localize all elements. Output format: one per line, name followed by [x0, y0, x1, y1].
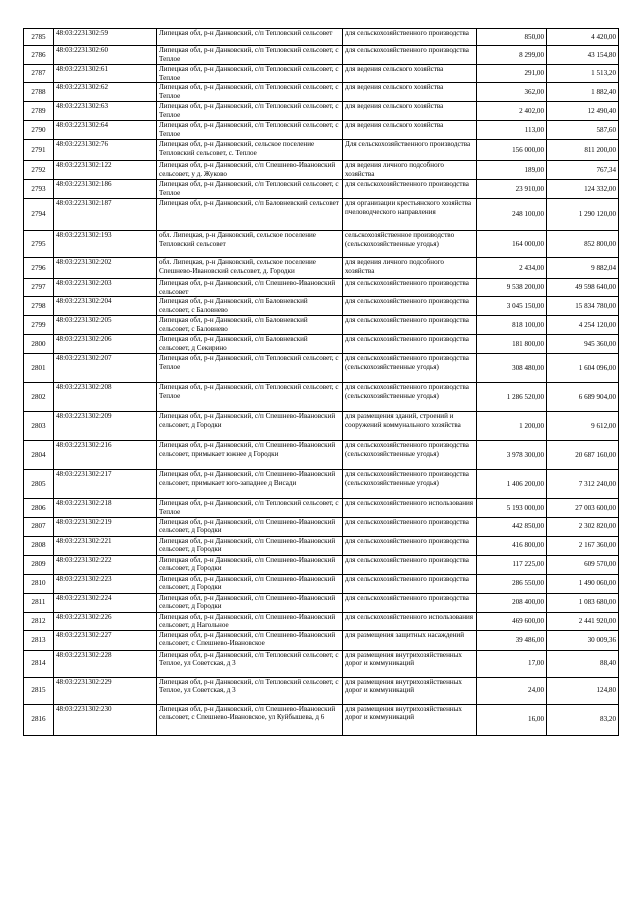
row-number-cell: 2813 [24, 630, 54, 650]
cadastral-number-cell: 48:03:2231302:60 [54, 46, 157, 65]
row-number-cell: 2786 [24, 46, 54, 65]
permitted-use-cell: для сельскохозяйственного производства [343, 180, 477, 199]
address-cell: Липецкая обл, р-н Данковский, с/п Тепловский сельсовет, с Теплое, ул Советская, д 3 [157, 650, 343, 677]
area-cell: 1 286 520,00 [477, 383, 547, 412]
cadastral-value-cell: 83,20 [547, 704, 619, 735]
area-cell: 3 978 300,00 [477, 441, 547, 470]
address-cell: Липецкая обл, р-н Данковский, с/п Спешнево-Ивановский сельсовет, д Городки [157, 412, 343, 441]
area-cell: 442 850,00 [477, 517, 547, 536]
cadastral-value-cell: 20 687 160,00 [547, 441, 619, 470]
address-cell: Липецкая обл, р-н Данковский, с/п Баловневский сельсовет, д Секирино [157, 335, 343, 354]
table-row [24, 383, 619, 412]
cadastral-value-cell: 1 083 680,00 [547, 593, 619, 612]
cadastral-value-cell: 88,40 [547, 650, 619, 677]
permitted-use-cell: для размещения внутрихозяйственных дорог и коммуникаций [343, 704, 477, 735]
cadastral-number-cell: 48:03:2231302:186 [54, 180, 157, 199]
cadastral-number-cell: 48:03:2231302:222 [54, 555, 157, 574]
cadastral-number-cell: 48:03:2231302:61 [54, 65, 157, 83]
cadastral-value-cell: 1 290 120,00 [547, 199, 619, 231]
cadastral-number-cell: 48:03:2231302:76 [54, 140, 157, 161]
address-cell: Липецкая обл, р-н Данковский, с/п Спешнево-Ивановский сельсовет, д Городки [157, 536, 343, 555]
area-cell: 208 400,00 [477, 593, 547, 612]
permitted-use-cell: для организации крестьянского хозяйства пчеловодческого направления [343, 199, 477, 231]
table-row [24, 161, 619, 180]
cadastral-value-cell: 1 490 060,00 [547, 574, 619, 593]
cadastral-number-cell: 48:03:2231302:216 [54, 441, 157, 470]
permitted-use-cell: для размещения внутрихозяйственных дорог и коммуникаций [343, 650, 477, 677]
row-number-cell: 2790 [24, 121, 54, 140]
permitted-use-cell: для сельскохозяйственного производства (сельскохозяйственные угодья) [343, 441, 477, 470]
row-number-cell: 2787 [24, 65, 54, 83]
cadastral-value-cell: 30 009,36 [547, 630, 619, 650]
area-cell: 248 100,00 [477, 199, 547, 231]
cadastral-value-cell: 49 598 640,00 [547, 279, 619, 297]
address-cell: Липецкая обл, р-н Данковский, с/п Спешнево-Ивановский сельсовет, примыкает южнее д Городки [157, 441, 343, 470]
cadastral-value-cell: 6 689 904,00 [547, 383, 619, 412]
cadastral-number-cell: 48:03:2231302:64 [54, 121, 157, 140]
land-plots-table [23, 28, 619, 736]
row-number-cell: 2801 [24, 354, 54, 383]
cadastral-value-cell: 27 003 600,00 [547, 499, 619, 517]
cadastral-number-cell: 48:03:2231302:202 [54, 258, 157, 279]
area-cell: 113,00 [477, 121, 547, 140]
row-number-cell: 2800 [24, 335, 54, 354]
cadastral-value-cell: 2 302 820,00 [547, 517, 619, 536]
permitted-use-cell: для сельскохозяйственного производства [343, 593, 477, 612]
cadastral-number-cell: 48:03:2231302:221 [54, 536, 157, 555]
permitted-use-cell: для сельскохозяйственного производства [343, 46, 477, 65]
cadastral-number-cell: 48:03:2231302:218 [54, 499, 157, 517]
permitted-use-cell: для сельскохозяйственного производства [343, 517, 477, 536]
cadastral-number-cell: 48:03:2231302:226 [54, 612, 157, 630]
table-row [24, 555, 619, 574]
area-cell: 850,00 [477, 29, 547, 46]
cadastral-value-cell: 852 800,00 [547, 231, 619, 258]
permitted-use-cell: для ведения сельского хозяйства [343, 121, 477, 140]
table-row [24, 441, 619, 470]
permitted-use-cell: для ведения сельского хозяйства [343, 65, 477, 83]
area-cell: 164 000,00 [477, 231, 547, 258]
registry-sheet [23, 28, 618, 736]
permitted-use-cell: для сельскохозяйственного производства [343, 316, 477, 335]
cadastral-number-cell: 48:03:2231302:208 [54, 383, 157, 412]
cadastral-number-cell: 48:03:2231302:62 [54, 83, 157, 102]
permitted-use-cell: для ведения личного подсобного хозяйства [343, 161, 477, 180]
table-row [24, 630, 619, 650]
permitted-use-cell: для сельскохозяйственного производства [343, 574, 477, 593]
permitted-use-cell: для сельскохозяйственного использования [343, 612, 477, 630]
area-cell: 2 434,00 [477, 258, 547, 279]
area-cell: 189,00 [477, 161, 547, 180]
permitted-use-cell: для ведения сельского хозяйства [343, 102, 477, 121]
address-cell: Липецкая обл, р-н Данковский, с/п Тепловский сельсовет, с Теплое [157, 102, 343, 121]
table-row [24, 83, 619, 102]
area-cell: 286 550,00 [477, 574, 547, 593]
table-row [24, 46, 619, 65]
row-number-cell: 2799 [24, 316, 54, 335]
table-row [24, 29, 619, 46]
table-row [24, 297, 619, 316]
permitted-use-cell: для ведения личного подсобного хозяйства [343, 258, 477, 279]
row-number-cell: 2795 [24, 231, 54, 258]
row-number-cell: 2792 [24, 161, 54, 180]
address-cell: обл. Липецкая, р-н Данковский, сельское поселение Тепловский сельсовет [157, 231, 343, 258]
row-number-cell: 2816 [24, 704, 54, 735]
cadastral-number-cell: 48:03:2231302:63 [54, 102, 157, 121]
area-cell: 362,00 [477, 83, 547, 102]
address-cell: Липецкая обл, р-н Данковский, с/п Спешнево-Ивановский сельсовет, д Городки [157, 555, 343, 574]
area-cell: 8 299,00 [477, 46, 547, 65]
table-row [24, 231, 619, 258]
address-cell: Липецкая обл, р-н Данковский, с/п Тепловский сельсовет, с Теплое [157, 65, 343, 83]
row-number-cell: 2794 [24, 199, 54, 231]
table-row [24, 470, 619, 499]
address-cell: Липецкая обл, р-н Данковский, с/п Баловневский сельсовет, с Баловнево [157, 316, 343, 335]
table-row [24, 316, 619, 335]
table-row [24, 335, 619, 354]
area-cell: 39 486,00 [477, 630, 547, 650]
cadastral-number-cell: 48:03:2231302:228 [54, 650, 157, 677]
cadastral-number-cell: 48:03:2231302:193 [54, 231, 157, 258]
permitted-use-cell: для сельскохозяйственного производства [343, 279, 477, 297]
cadastral-number-cell: 48:03:2231302:224 [54, 593, 157, 612]
cadastral-number-cell: 48:03:2231302:230 [54, 704, 157, 735]
cadastral-value-cell: 945 360,00 [547, 335, 619, 354]
cadastral-value-cell: 12 490,40 [547, 102, 619, 121]
table-row [24, 258, 619, 279]
permitted-use-cell: для сельскохозяйственного использования [343, 499, 477, 517]
cadastral-value-cell: 2 441 920,00 [547, 612, 619, 630]
table-row [24, 354, 619, 383]
row-number-cell: 2796 [24, 258, 54, 279]
address-cell: Липецкая обл, р-н Данковский, с/п Спешнево-Ивановский сельсовет [157, 279, 343, 297]
table-row [24, 412, 619, 441]
table-row [24, 517, 619, 536]
area-cell: 17,00 [477, 650, 547, 677]
cadastral-value-cell: 811 200,00 [547, 140, 619, 161]
cadastral-value-cell: 587,60 [547, 121, 619, 140]
table-body [24, 29, 619, 736]
cadastral-number-cell: 48:03:2231302:122 [54, 161, 157, 180]
row-number-cell: 2798 [24, 297, 54, 316]
table-row [24, 180, 619, 199]
cadastral-number-cell: 48:03:2231302:229 [54, 677, 157, 704]
permitted-use-cell: для сельскохозяйственного производства (сельскохозяйственные угодья) [343, 354, 477, 383]
address-cell: Липецкая обл, р-н Данковский, с/п Спешнево-Ивановский сельсовет, д Нагольное [157, 612, 343, 630]
row-number-cell: 2806 [24, 499, 54, 517]
cadastral-number-cell: 48:03:2231302:187 [54, 199, 157, 231]
cadastral-value-cell: 1 604 096,00 [547, 354, 619, 383]
table-row [24, 199, 619, 231]
permitted-use-cell: для сельскохозяйственного производства [343, 555, 477, 574]
address-cell: Липецкая обл, р-н Данковский, сельское поселение Тепловский сельсовет, с. Теплое [157, 140, 343, 161]
row-number-cell: 2811 [24, 593, 54, 612]
cadastral-number-cell: 48:03:2231302:204 [54, 297, 157, 316]
address-cell: обл. Липецкая, р-н Данковский, сельское поселение Спешнево-Ивановский сельсовет, д. Городки [157, 258, 343, 279]
row-number-cell: 2789 [24, 102, 54, 121]
row-number-cell: 2802 [24, 383, 54, 412]
cadastral-number-cell: 48:03:2231302:227 [54, 630, 157, 650]
cadastral-value-cell: 9 882,04 [547, 258, 619, 279]
permitted-use-cell: для сельскохозяйственного производства (сельскохозяйственные угодья) [343, 383, 477, 412]
address-cell: Липецкая обл, р-н Данковский, с/п Тепловский сельсовет, с Теплое [157, 499, 343, 517]
row-number-cell: 2803 [24, 412, 54, 441]
row-number-cell: 2812 [24, 612, 54, 630]
area-cell: 1 200,00 [477, 412, 547, 441]
table-row [24, 499, 619, 517]
table-row [24, 704, 619, 735]
table-row [24, 121, 619, 140]
permitted-use-cell: сельскохозяйственное производство (сельскохозяйственные угодья) [343, 231, 477, 258]
row-number-cell: 2804 [24, 441, 54, 470]
address-cell: Липецкая обл, р-н Данковский, с/п Баловневский сельсовет, с Баловнево [157, 297, 343, 316]
address-cell: Липецкая обл, р-н Данковский, с/п Баловневский сельсовет [157, 199, 343, 231]
permitted-use-cell: для сельскохозяйственного производства [343, 335, 477, 354]
table-row [24, 279, 619, 297]
row-number-cell: 2809 [24, 555, 54, 574]
area-cell: 818 100,00 [477, 316, 547, 335]
row-number-cell: 2791 [24, 140, 54, 161]
address-cell: Липецкая обл, р-н Данковский, с/п Тепловский сельсовет, с Теплое [157, 83, 343, 102]
area-cell: 181 800,00 [477, 335, 547, 354]
area-cell: 416 800,00 [477, 536, 547, 555]
cadastral-value-cell: 43 154,80 [547, 46, 619, 65]
cadastral-value-cell: 4 254 120,00 [547, 316, 619, 335]
table-row [24, 140, 619, 161]
cadastral-value-cell: 767,34 [547, 161, 619, 180]
cadastral-value-cell: 4 420,00 [547, 29, 619, 46]
row-number-cell: 2788 [24, 83, 54, 102]
address-cell: Липецкая обл, р-н Данковский, с/п Тепловский сельсовет, с Теплое, ул Советская, д 3 [157, 677, 343, 704]
area-cell: 16,00 [477, 704, 547, 735]
cadastral-number-cell: 48:03:2231302:205 [54, 316, 157, 335]
permitted-use-cell: для сельскохозяйственного производства [343, 297, 477, 316]
cadastral-value-cell: 124 332,00 [547, 180, 619, 199]
row-number-cell: 2785 [24, 29, 54, 46]
table-row [24, 650, 619, 677]
area-cell: 308 480,00 [477, 354, 547, 383]
table-row [24, 65, 619, 83]
row-number-cell: 2814 [24, 650, 54, 677]
cadastral-number-cell: 48:03:2231302:203 [54, 279, 157, 297]
cadastral-number-cell: 48:03:2231302:59 [54, 29, 157, 46]
cadastral-value-cell: 124,80 [547, 677, 619, 704]
cadastral-number-cell: 48:03:2231302:217 [54, 470, 157, 499]
table-row [24, 593, 619, 612]
permitted-use-cell: для сельскохозяйственного производства [343, 29, 477, 46]
cadastral-value-cell: 7 312 240,00 [547, 470, 619, 499]
cadastral-number-cell: 48:03:2231302:209 [54, 412, 157, 441]
cadastral-value-cell: 9 612,00 [547, 412, 619, 441]
row-number-cell: 2807 [24, 517, 54, 536]
address-cell: Липецкая обл, р-н Данковский, с/п Спешнево-Ивановский сельсовет, примыкает юго-западнее д Висади [157, 470, 343, 499]
row-number-cell: 2810 [24, 574, 54, 593]
area-cell: 469 600,00 [477, 612, 547, 630]
cadastral-value-cell: 15 834 780,00 [547, 297, 619, 316]
table-row [24, 677, 619, 704]
area-cell: 2 402,00 [477, 102, 547, 121]
area-cell: 156 000,00 [477, 140, 547, 161]
address-cell: Липецкая обл, р-н Данковский, с/п Спешнево-Ивановский сельсовет, у д. Жуково [157, 161, 343, 180]
area-cell: 1 406 200,00 [477, 470, 547, 499]
row-number-cell: 2797 [24, 279, 54, 297]
cadastral-value-cell: 2 167 360,00 [547, 536, 619, 555]
address-cell: Липецкая обл, р-н Данковский, с/п Тепловский сельсовет, с Теплое [157, 354, 343, 383]
cadastral-value-cell: 1 882,40 [547, 83, 619, 102]
address-cell: Липецкая обл, р-н Данковский, с/п Спешнево-Ивановский сельсовет, д Городки [157, 574, 343, 593]
area-cell: 117 225,00 [477, 555, 547, 574]
permitted-use-cell: для размещения зданий, строений и сооружений коммунального хозяйства [343, 412, 477, 441]
cadastral-value-cell: 1 513,20 [547, 65, 619, 83]
cadastral-value-cell: 609 570,00 [547, 555, 619, 574]
address-cell: Липецкая обл, р-н Данковский, с/п Тепловский сельсовет [157, 29, 343, 46]
table-row [24, 612, 619, 630]
address-cell: Липецкая обл, р-н Данковский, с/п Тепловский сельсовет, с Теплое [157, 383, 343, 412]
area-cell: 291,00 [477, 65, 547, 83]
cadastral-number-cell: 48:03:2231302:207 [54, 354, 157, 383]
permitted-use-cell: для сельскохозяйственного производства (сельскохозяйственные угодья) [343, 470, 477, 499]
area-cell: 3 045 150,00 [477, 297, 547, 316]
area-cell: 23 910,00 [477, 180, 547, 199]
address-cell: Липецкая обл, р-н Данковский, с/п Спешнево-Ивановский сельсовет, д Городки [157, 517, 343, 536]
address-cell: Липецкая обл, р-н Данковский, с/п Спешнево-Ивановский сельсовет, с Спешнево-Ивановское, ул Куйбышева, д 6 [157, 704, 343, 735]
permitted-use-cell: для размещения внутрихозяйственных дорог и коммуникаций [343, 677, 477, 704]
address-cell: Липецкая обл, р-н Данковский, с/п Спешнево-Ивановский сельсовет, д Городки [157, 593, 343, 612]
cadastral-number-cell: 48:03:2231302:219 [54, 517, 157, 536]
area-cell: 9 538 200,00 [477, 279, 547, 297]
row-number-cell: 2815 [24, 677, 54, 704]
permitted-use-cell: для сельскохозяйственного производства [343, 536, 477, 555]
cadastral-number-cell: 48:03:2231302:223 [54, 574, 157, 593]
permitted-use-cell: для размещения защитных насаждений [343, 630, 477, 650]
address-cell: Липецкая обл, р-н Данковский, с/п Тепловский сельсовет, с Теплое [157, 46, 343, 65]
area-cell: 24,00 [477, 677, 547, 704]
address-cell: Липецкая обл, р-н Данковский, с/п Тепловский сельсовет, с Теплое [157, 180, 343, 199]
permitted-use-cell: для ведения сельского хозяйства [343, 83, 477, 102]
row-number-cell: 2808 [24, 536, 54, 555]
row-number-cell: 2793 [24, 180, 54, 199]
area-cell: 5 193 000,00 [477, 499, 547, 517]
permitted-use-cell: Для сельскохозяйственного производства [343, 140, 477, 161]
address-cell: Липецкая обл, р-н Данковский, с/п Тепловский сельсовет, с Теплое [157, 121, 343, 140]
row-number-cell: 2805 [24, 470, 54, 499]
address-cell: Липецкая обл, р-н Данковский, с/п Спешнево-Ивановский сельсовет, с Спешнево-Ивановское [157, 630, 343, 650]
cadastral-number-cell: 48:03:2231302:206 [54, 335, 157, 354]
table-row [24, 536, 619, 555]
table-row [24, 574, 619, 593]
table-row [24, 102, 619, 121]
